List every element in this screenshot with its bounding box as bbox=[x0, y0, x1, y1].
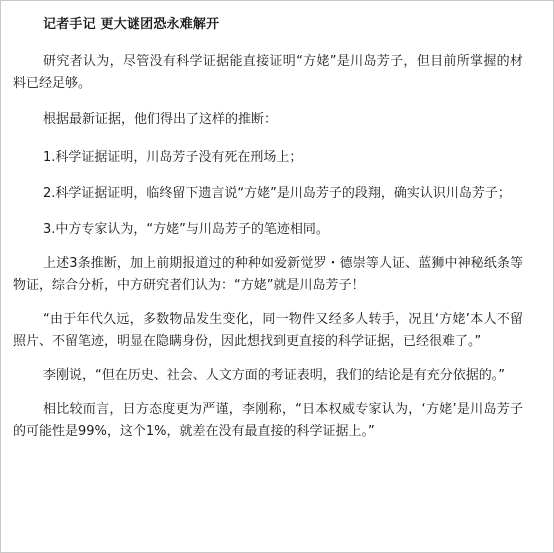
paragraph-1: 研究者认为，尽管没有科学证据能直接证明“方姥”是川岛芳子，但目前所掌握的材料已经足够。 bbox=[13, 54, 523, 91]
paragraph-3: 1.科学证据证明，川岛芳子没有死在刑场上； bbox=[43, 150, 303, 165]
paragraph-2: 根据最新证据，他们得出了这样的推断： bbox=[43, 112, 278, 127]
paragraph-9: 相比较而言，日方态度更为严谨，李刚称，“日本权威专家认为，‘方姥’是川岛芳子的可能性是99%，这个1%，就差在没有最直接的科学证据上。” bbox=[13, 402, 523, 439]
paragraph-5: 3.中方专家认为，“方姥”与川岛芳子的笔迹相同。 bbox=[43, 222, 329, 237]
paragraph-8: 李刚说，“但在历史、社会、人文方面的考证表明，我们的结论是有充分依据的。” bbox=[43, 368, 505, 383]
article-title: 记者手记 更大谜团恐永难解开 bbox=[43, 17, 220, 32]
paragraph-7: “由于年代久远，多数物品发生变化，同一物件又经多人转手，况且‘方姥’本人不留照片、不留笔迹，明显在隐瞒身份，因此想找到更直接的科学证据，已经很难了。” bbox=[13, 312, 523, 349]
paragraph-4: 2.科学证据证明，临终留下遗言说“方姥”是川岛芳子的段翔，确实认识川岛芳子； bbox=[43, 186, 511, 201]
paragraph-6: 上述3条推断，加上前期报道过的种种如爱新觉罗・德崇等人证、蓝狮中神秘纸条等物证，综合分析，中方研究者们认为：“方姥”就是川岛芳子！ bbox=[13, 256, 523, 293]
article-body bbox=[13, 15, 523, 443]
